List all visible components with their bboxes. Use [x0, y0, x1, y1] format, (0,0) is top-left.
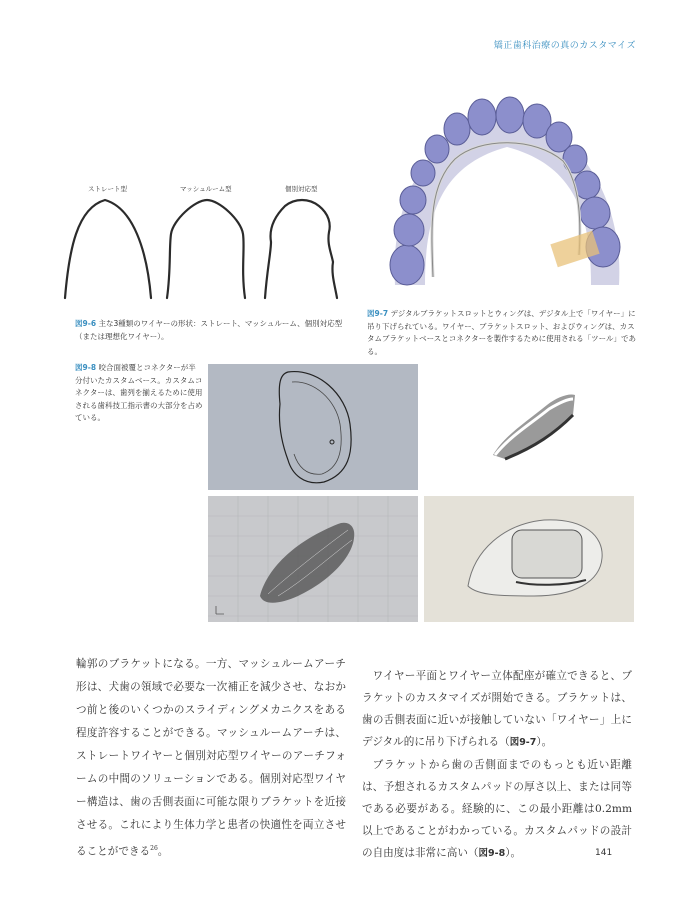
tooth [496, 97, 524, 133]
panel-pad-render [424, 496, 634, 622]
straight-wire [65, 200, 151, 298]
page-number: 141 [595, 848, 613, 858]
body-right-p1: ワイヤー平面とワイヤー立体配座が確立できると、ブラケットのカスタマイズが開始できる。ブラケットは、歯の舌側表面に近いが接触していない「ワイヤー」上にデジタル的に吊り下げられる（ [362, 670, 632, 748]
panel-connector-render [485, 385, 580, 465]
caption-figure-9-8 [75, 362, 203, 425]
individual-wire [265, 200, 337, 298]
running-header: 矯正歯科治療の真のカスタマイズ [493, 41, 636, 51]
body-right-p2: ブラケットから歯の舌側面までのもっとも近い距離は、予想されるカスタムパッドの厚さ以上、または同等である必要がある。経験的に、この最小距離は0.2mm 以上であることがわかっている。カスタムパッドの設計の自由度は非常に高い（ [362, 759, 632, 859]
wire-shapes-illustration [55, 190, 350, 305]
panel-outline-view [208, 364, 418, 490]
figure-reference-9-7[interactable]: 図9-7 [509, 737, 537, 748]
label-straight: ストレート型 [88, 185, 127, 193]
body-left-column [76, 653, 346, 864]
mushroom-wire [167, 200, 245, 298]
body-right-column [362, 665, 632, 865]
figure-id: 図9-6 [75, 319, 97, 328]
panel-wireframe-view [208, 496, 418, 622]
dental-arch-image [385, 95, 630, 295]
figure-id: 図9-8 [75, 363, 97, 372]
figure-id: 図9-7 [367, 309, 389, 318]
tooth [444, 113, 470, 145]
body-right-p2-end: ）。 [505, 847, 522, 859]
body-right-p1-end: ）。 [536, 736, 553, 748]
caption-figure-9-7 [367, 308, 642, 358]
tooth [411, 160, 435, 186]
label-mushroom: マッシュルーム型 [180, 185, 232, 193]
tooth [468, 99, 496, 135]
tooth [580, 197, 610, 229]
body-left-end: 。 [157, 845, 169, 858]
caption-text: 主な3種類のワイヤーの形状：ストレート、マッシュルーム、個別対応型（または理想化ワイヤー）。 [75, 319, 343, 341]
tooth [390, 245, 424, 285]
caption-text: 咬合面被覆とコネクターが半分付いたカスタムベース。カスタムコネクターは、歯列を揃えるために使用される歯科技工指示書の大部分を占めている。 [75, 363, 203, 422]
figure-reference-9-8[interactable]: 図9-8 [478, 848, 506, 859]
tooth [394, 214, 424, 246]
tooth [400, 186, 426, 214]
caption-text: デジタルブラケットスロットとウィングは、デジタル上で「ワイヤー」に吊り下げられている。ワイヤー、ブラケットスロット、およびウィングは、カスタムブラケットベースとコネクターを製作するために使用される「ツール」である。 [367, 309, 636, 356]
caption-figure-9-6 [75, 318, 355, 343]
body-left-text: 輪郭のブラケットになる。一方、マッシュルームアーチ形は、犬歯の領域で必要な一次補正を減少させ、なおかつ前と後のいくつかのスライディングメカニクスをある程度許容することができる。マッシュルームアーチは、ストレートワイヤーと個別対応型ワイヤーのアーチフォームの中間のソリューションである。個別対応型ワイヤー構造は、歯の舌側表面に可能な限りブラケットを近接させる。これにより生体力学と患者の快適性を両立させることができる [76, 658, 346, 858]
tooth [425, 135, 449, 163]
reference-superscript: 26 [150, 845, 158, 852]
label-individual: 個別対応型 [285, 185, 318, 193]
